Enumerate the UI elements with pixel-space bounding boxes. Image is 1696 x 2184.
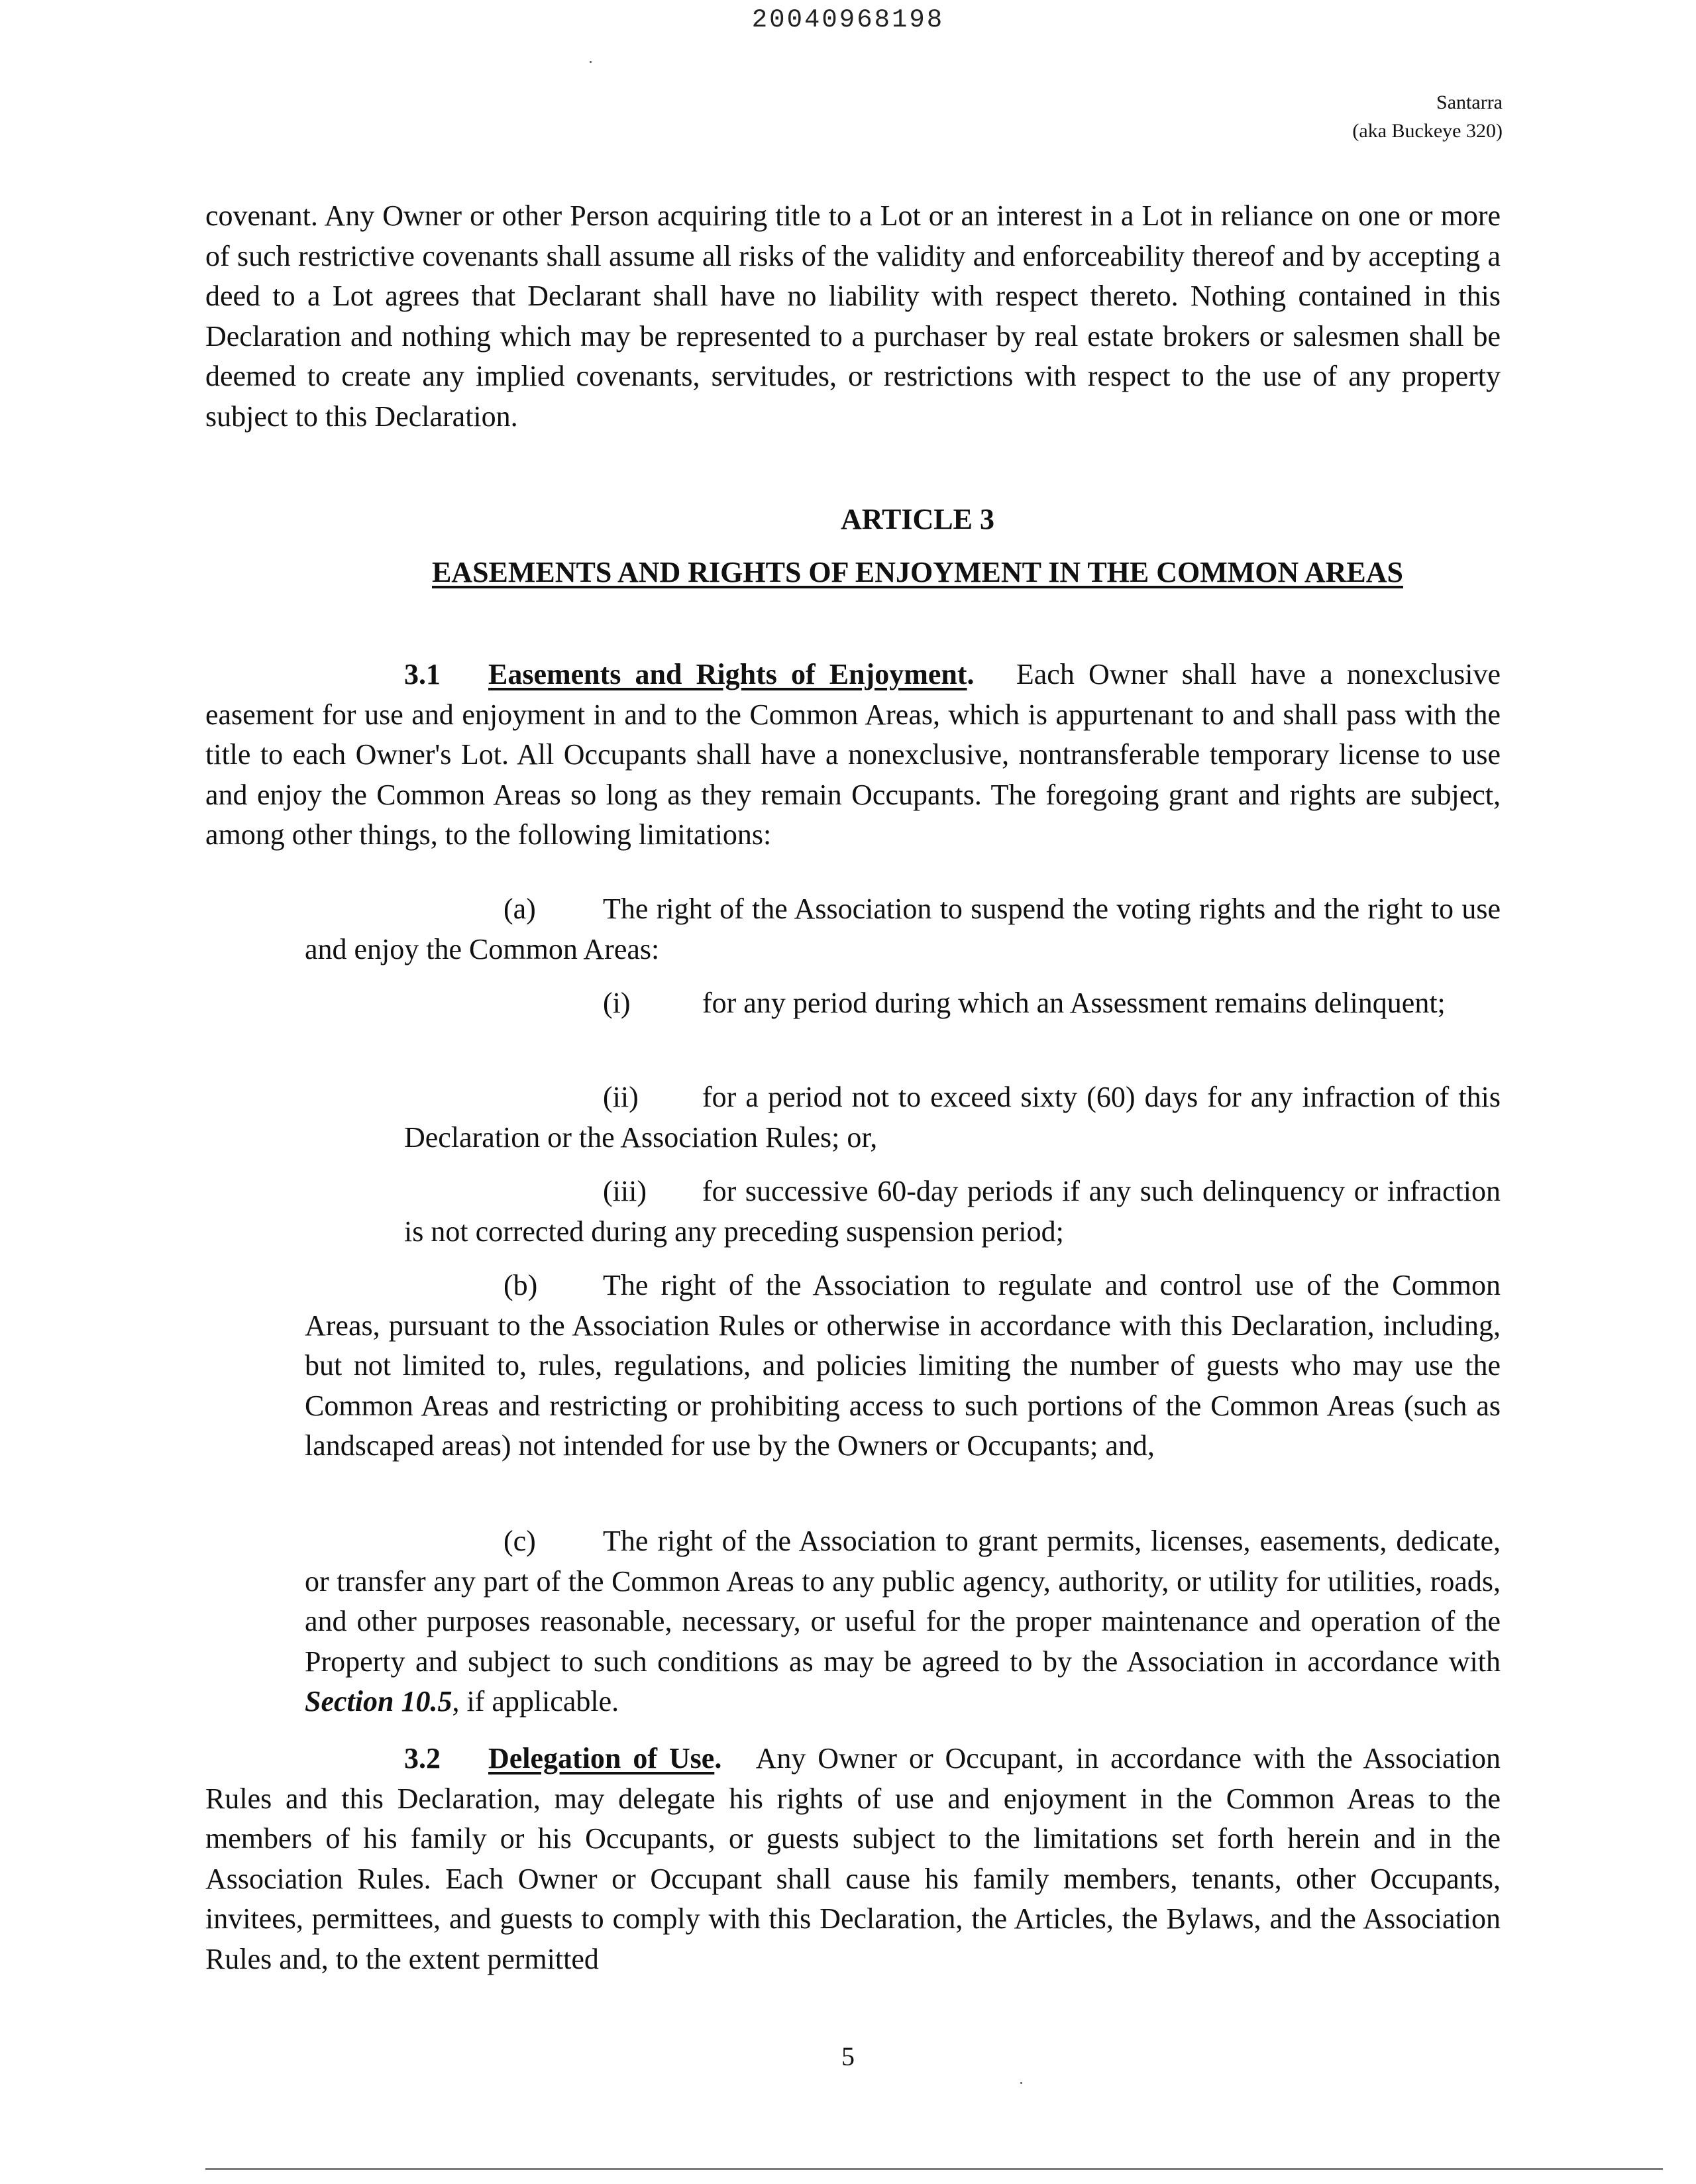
clause-c <box>305 1521 1501 1722</box>
clause-i-text: for any period during which an Assessment remains delinquent; <box>702 987 1446 1019</box>
clause-i <box>404 983 1501 1024</box>
section-3-1-number: 3.1 <box>404 658 441 690</box>
article-number: ARTICLE 3 <box>841 503 994 535</box>
section-3-2-text: Any Owner or Occupant, in accordance with the Association Rules and this Declaration, may delegate his rights of use and enjoyment in the Common Areas to the members of his family or his Occupants, or guests subject to the limitations set forth herein and in the Association Rules. Each Owner or Occupant shall cause his family members, tenants, other Occupants, invitees, permittees, and guests to comply with this Declaration, the Articles, the Bylaws, and the Association Rules and, to the extent permitted <box>205 1742 1501 1975</box>
section-3-2: 3.2 Delegation of Use. Any Owner or Occupant, in accordance with the Association Rules and this Declaration, may delegate his rights of use and enjoyment in the Common Areas to the members of his family or his Occupants, or guests subject to the limitations set forth herein and in the Association Rules. Each Owner or Occupant shall cause his family members, tenants, other Occupants, invitees, permittees, and guests to comply with this Declaration, the Articles, the Bylaws, and the Association Rules and, to the extent permitted <box>205 1742 1501 1975</box>
clause-b-text: The right of the Association to regulate and control use of the Common Areas, pursuant to the Association Rules or otherwise in accordance with this Declaration, including, but not limited to, rules, regulations, and policies limiting the number of guests who may use the Common Areas and restricting or prohibiting access to such portions of the Common Areas (such as landscaped areas) not intended for use by the Owners or Occupants; and, <box>305 1269 1501 1462</box>
clause-iii-label: (iii) <box>603 1175 647 1207</box>
clause-c-label: (c) <box>504 1525 536 1557</box>
section-3-1-heading: Easements and Rights of Enjoyment <box>488 658 967 690</box>
clause-ii-text: for a period not to exceed sixty (60) days for any infraction of this Declaration or the Association Rules; or, <box>404 1081 1501 1154</box>
carryover-paragraph: covenant. Any Owner or other Person acquiring title to a Lot or an interest in a Lot in reliance on one or more of such restrictive covenants shall assume all risks of the validity and enforceability thereof and by accepting a deed to a Lot agrees that Declarant shall have no liability with respect thereto. Nothing contained in this Declaration and nothing which may be represented to a purchaser by real estate brokers or salesmen shall be deemed to create any implied covenants, servitudes, or restrictions with respect to the use of any property subject to this Declaration. <box>205 199 1501 433</box>
section-10-5-reference: Section 10.5 <box>305 1685 452 1718</box>
page-number: 5 <box>841 2042 855 2071</box>
clause-i-label: (i) <box>603 987 631 1019</box>
document-number: 20040968198 <box>751 5 945 34</box>
clause-a-text: The right of the Association to suspend the voting rights and the right to use and enjoy the Common Areas: <box>305 893 1501 965</box>
clause-b <box>305 1266 1501 1466</box>
section-3-2-heading: Delegation of Use <box>488 1742 715 1774</box>
clause-c-text: The right of the Association to grant permits, licenses, easements, dedicate, or transfer any part of the Common Areas to any public agency, authority, or utility for utilities, roads, and other purposes reasonable, necessary, or useful for the proper maintenance and operation of the Property and subject to such conditions as may be agreed to by the Association in accordance with <box>305 1525 1501 1678</box>
clause-iii <box>404 1172 1501 1252</box>
section-3-1-text: Each Owner shall have a nonexclusive easement for use and enjoyment in and to the Common Areas, which is appurtenant to and shall pass with the title to each Owner's Lot. All Occupants shall have a nonexclusive, nontransferable temporary license to use and enjoy the Common Areas so long as they remain Occupants. The foregoing grant and rights are subject, among other things, to the following limitations: <box>205 658 1501 851</box>
scan-speck <box>1020 2082 1022 2084</box>
article-title-text: EASEMENTS AND RIGHTS OF ENJOYMENT IN THE COMMON AREAS <box>431 556 1404 588</box>
header-project-aka: (aka Buckeye 320) <box>1352 120 1503 142</box>
clause-a-label: (a) <box>504 893 536 925</box>
clause-ii <box>404 1077 1501 1158</box>
clause-c-text-end: , if applicable. <box>452 1685 619 1718</box>
section-3-2-number: 3.2 <box>404 1742 441 1774</box>
clause-a <box>305 889 1501 969</box>
section-3-1: 3.1 Easements and Rights of Enjoyment. Each Owner shall have a nonexclusive easement for use and enjoyment in and to the Common Areas, which is appurtenant to and shall pass with the title to each Owner's Lot. All Occupants shall have a nonexclusive, nontransferable temporary license to use and enjoy the Common Areas so long as they remain Occupants. The foregoing grant and rights are subject, among other things, to the following limitations: <box>205 658 1501 851</box>
scan-speck <box>590 61 592 63</box>
scan-edge-line <box>205 2168 1663 2170</box>
clause-iii-text: for successive 60-day periods if any such delinquency or infraction is not corrected during any preceding suspension period; <box>404 1175 1501 1248</box>
header-project-name: Santarra <box>1436 91 1503 113</box>
article-title <box>205 555 1630 589</box>
clause-ii-label: (ii) <box>603 1081 639 1113</box>
clause-b-label: (b) <box>504 1269 538 1301</box>
